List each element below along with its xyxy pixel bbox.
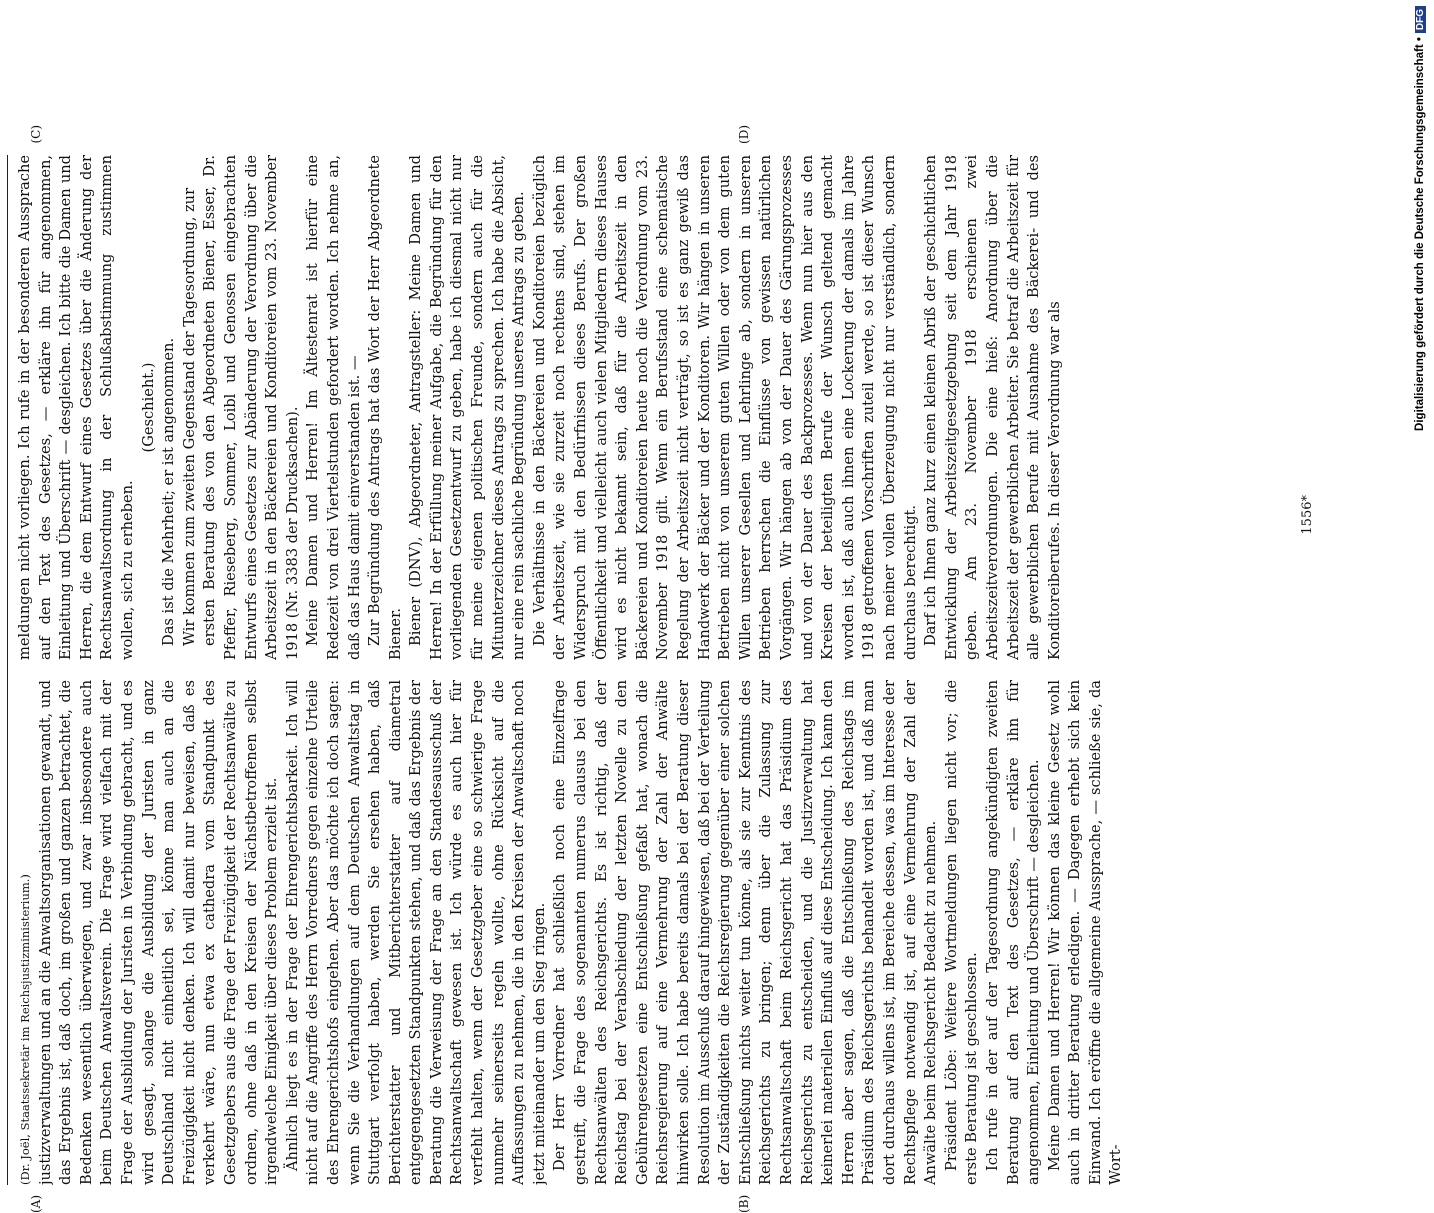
margin-marker-b: (B) [737, 1194, 751, 1213]
funding-sidebar [1412, 6, 1434, 991]
paragraph: Das ist die Mehrheit; er ist angenommen. [160, 337, 178, 646]
margin-marker-a: (A) [29, 1194, 43, 1213]
page-header [0, 155, 8, 1185]
paragraph: Darf ich Ihnen ganz kurz einen kleinen Abriß der geschichtlichen Entwicklung der Arbeitszeitgesetzgebung seit dem Jahr 1918 geben. Am 23. November 1918 erschienen zwei Arbeitszeitverordnungen. Die eine hieß: Anordnung über die Arbeitszeit der gewerblichen Arbeiter. Sie betraf die Arbeitszeit für alle gewerblichen Berufe mit Ausnahme des Bäckerei- und des Konditoreiberufes. In dieser Verordnung war als [922, 155, 1063, 660]
funding-notice [1414, 6, 1432, 991]
funding-text: Digitalisierung gefördert durch die Deutsche Forschungsgemeinschaft • [1414, 37, 1426, 431]
paragraph: Der Herr Vorredner hat schließlich noch eine Einzelfrage gestreift, die Frage des sogenannten numerus clausus bei den Rechtsanwälten des Reichsgerichts. Es ist richtig, daß der Reichstag bei der Verabschiedung der letzten Novelle zu den Gebührengesetzen eine Entschließung gefaßt hat, wonach die Reichsregierung auf eine Vermehrung der Zahl der Anwälte hinwirken solle. Ich habe bereits damals bei der Beratung dieser Resolution im Ausschuß darauf hingewiesen, daß bei der Verteilung der Zuständigkeiten die Reichsregierung gegenüber einer solchen Entschließung nichts weiter tun könne, als sie zur Kenntnis des Reichsgerichts zu bringen; denn über die Zulassung zur Rechtsanwaltschaft beim Reichsgericht hat das Präsidium des Reichsgerichts zu entscheiden, und die Justizverwaltung hat keinerlei materiellen Einfluß auf diese Entscheidung. Ich kann den Herren aber sagen, daß die Entschließung des Reichstags im Präsidium des Reichsgerichts behandelt worden ist, und daß man dort durchaus willens ist, im Bereiche dessen, was im Interesse der Rechtspflege notwendig ist, auf eine Vermehrung der Zahl der Anwälte beim Reichsgericht Bedacht zu nehmen. [551, 680, 940, 1185]
paragraph: justizverwaltungen und an die Anwaltsorganisationen gewandt, und das Ergebnis ist, daß doch, im großen und ganzen betrachtet, die Bedenken wesentlich überwiegen, und zwar insbesondere auch beim Deutschen Anwaltsverein. Die Frage wird vielfach mit der Frage der Ausbildung der Juristen in Verbindung gebracht, und es wird gesagt, solange die Ausbildung der Juristen in ganz Deutschland nicht einheitlich sei, könne man auch an die Freizügigkeit nicht denken. Ich will damit nur beweisen, daß es verkehrt wäre, nun etwa ex cathedra vom Standpunkt des Gesetzgebers aus die Frage der Freizügigkeit der Rechtsanwälte zu ordnen, ohne daß in den Kreisen der Nächstbetroffenen selbst irgendwelche Einigkeit über dieses Problem erzielt ist. [36, 680, 281, 1185]
paragraph: Zur Begründung des Antrags hat das Wort der Herr Abgeordnete Biener. [366, 155, 404, 660]
interjection: (Geschieht.) [139, 362, 157, 453]
paragraph: Meine Damen und Herren! Wir können das kleine Gesetz wohl auch in dritter Beratung erledigen. — Dagegen erhebt sich kein Einwand. Ich eröffne die allgemeine Aussprache, — schließe sie, da Wort- [1045, 680, 1125, 1185]
paragraph: Präsident Löbe: Weitere Wortmeldungen liegen nicht vor; die erste Beratung ist geschlossen. [942, 680, 981, 1185]
speaker-note: (Dr. Joël, Staatssekretär im Reichsjustizministerium.) [18, 874, 32, 1185]
page-number [0, 155, 1, 216]
paragraph: Die Verhältnisse in den Bäckereien und Konditoreien bezüglich der Arbeitszeit, wie sie zurzeit noch rechtens sind, stehen im Widerspruch mit den Bedürfnissen dieses Berufs. Der großen Öffentlichkeit und vielleicht auch vielen Mitgliedern dieses Hauses wird es nicht bekannt sein, daß für die Arbeitszeit in den Bäckereien und Konditoreien heute noch die Verordnung vom 23. November 1918 gilt. Wenn ein Berufsstand eine schematische Regelung der Arbeitszeit nicht verträgt, so ist es ganz gewiß das Handwerk der Bäcker und der Konditoren. Wir hängen in unseren Betrieben nicht von unserem guten Willen oder von dem guten Willen unserer Gesellen und Lehrlinge ab, sondern in unseren Betrieben herrschen die Einflüsse von gewissen natürlichen Vorgängen. Wir hängen ab von der Dauer des Gärungsprozesses und von der Dauer des Backprozesses. Wenn nun hier aus den Kreisen der beteiligten Berufe der Wunsch geltend gemacht worden ist, daß auch ihnen eine Lockerung der damals im Jahre 1918 getroffenen Vorschriften zuteil werde, so ist dieser Wunsch nach meiner vollen Überzeugung nicht nur verständlich, sondern durchaus berechtigt. [530, 155, 919, 660]
paragraph: Meine Damen und Herren! Im Ältestenrat ist hierfür eine Redezeit von drei Viertelstunden gefordert worden. Ich nehme an, daß das Haus damit einverstanden ist. — [304, 155, 363, 660]
margin-marker-d: (D) [737, 125, 751, 144]
paragraph: meldungen nicht vorliegen. Ich rufe in der besonderen Aussprache auf den Text des Gesetzes, — erkläre ihn für angenommen, Einleitung und Überschrift — desgleichen. Ich bitte die Damen und Herren, die dem Entwurf eines Gesetzes über die Änderung der Rechtsanwaltsordnung in der Schlußabstimmung zustimmen wollen, sich zu erheben. [16, 155, 136, 660]
document-page [0, 125, 1315, 1213]
signature-mark: 1556* [1300, 495, 1315, 535]
paragraph: Wir kommen zum zweiten Gegenstand der Tagesordnung, zur [180, 187, 198, 646]
dfg-logo: DFG [1415, 6, 1426, 33]
margin-marker-c: (C) [29, 125, 43, 144]
header-center [0, 413, 1, 670]
paragraph: Ähnlich liegt es in der Frage der Ehrengerichtsbarkeit. Ich will nicht auf die Angriffe des Herrn Vorredners gegen einzelne Urteile des Ehrengerichtshofs eingehen. Aber das möchte ich doch sagen: wenn Sie die Verhandlungen auf dem Deutschen Anwaltstag in Stuttgart verfolgt haben, werden Sie ersehen haben, daß Berichterstatter und Mitberichterstatter auf diametral entgegengesetzten Standpunkten stehen, und daß das Ergebnis der Beratung die Verweisung der Frage an den Standesausschuß der Rechtsanwaltschaft gewesen ist. Ich würde es auch hier für verfehlt halten, wenn der Gesetzgeber eine so schwierige Frage nunmehr seinerseits regeln wollte, ohne Rücksicht auf die Auffassungen zu nehmen, die in den Kreisen der Anwaltschaft noch jetzt miteinander um den Sieg ringen. [283, 680, 548, 1185]
paragraph: Ich rufe in der auf der Tagesordnung angekündigten zweiten Beratung auf den Text des Gesetzes, — erkläre ihn für angenommen, Einleitung und Überschrift — desgleichen. [983, 680, 1043, 1185]
header-left [0, 922, 1, 1185]
paragraph: Biener (DNV), Abgeordneter, Antragsteller: Meine Damen und Herren! In der Erfüllung meiner Aufgabe, die Begründung für den vorliegenden Gesetzentwurf zu geben, habe ich diesmal nicht nur für meine eigenen politischen Freunde, sondern auch für die Mitunterzeichner dieses Antrags zu sprechen. Ich habe die Absicht, nur eine rein sachliche Begründung unseres Antrags zu geben. [407, 155, 528, 660]
right-column [15, 155, 1287, 660]
left-column [15, 680, 1287, 1185]
agenda-item: ersten Beratung des von den Abgeordneten Biener, Esser, Dr. Pfeffer, Rieseberg, Sommer, Loibl und Genossen eingebrachten Entwurfs eines Gesetzes zur Abänderung der Verordnung über die Arbeitszeit in den Bäckereien und Konditoreien vom 23. November 1918 (Nr. 3383 der Drucksachen). [201, 155, 301, 660]
